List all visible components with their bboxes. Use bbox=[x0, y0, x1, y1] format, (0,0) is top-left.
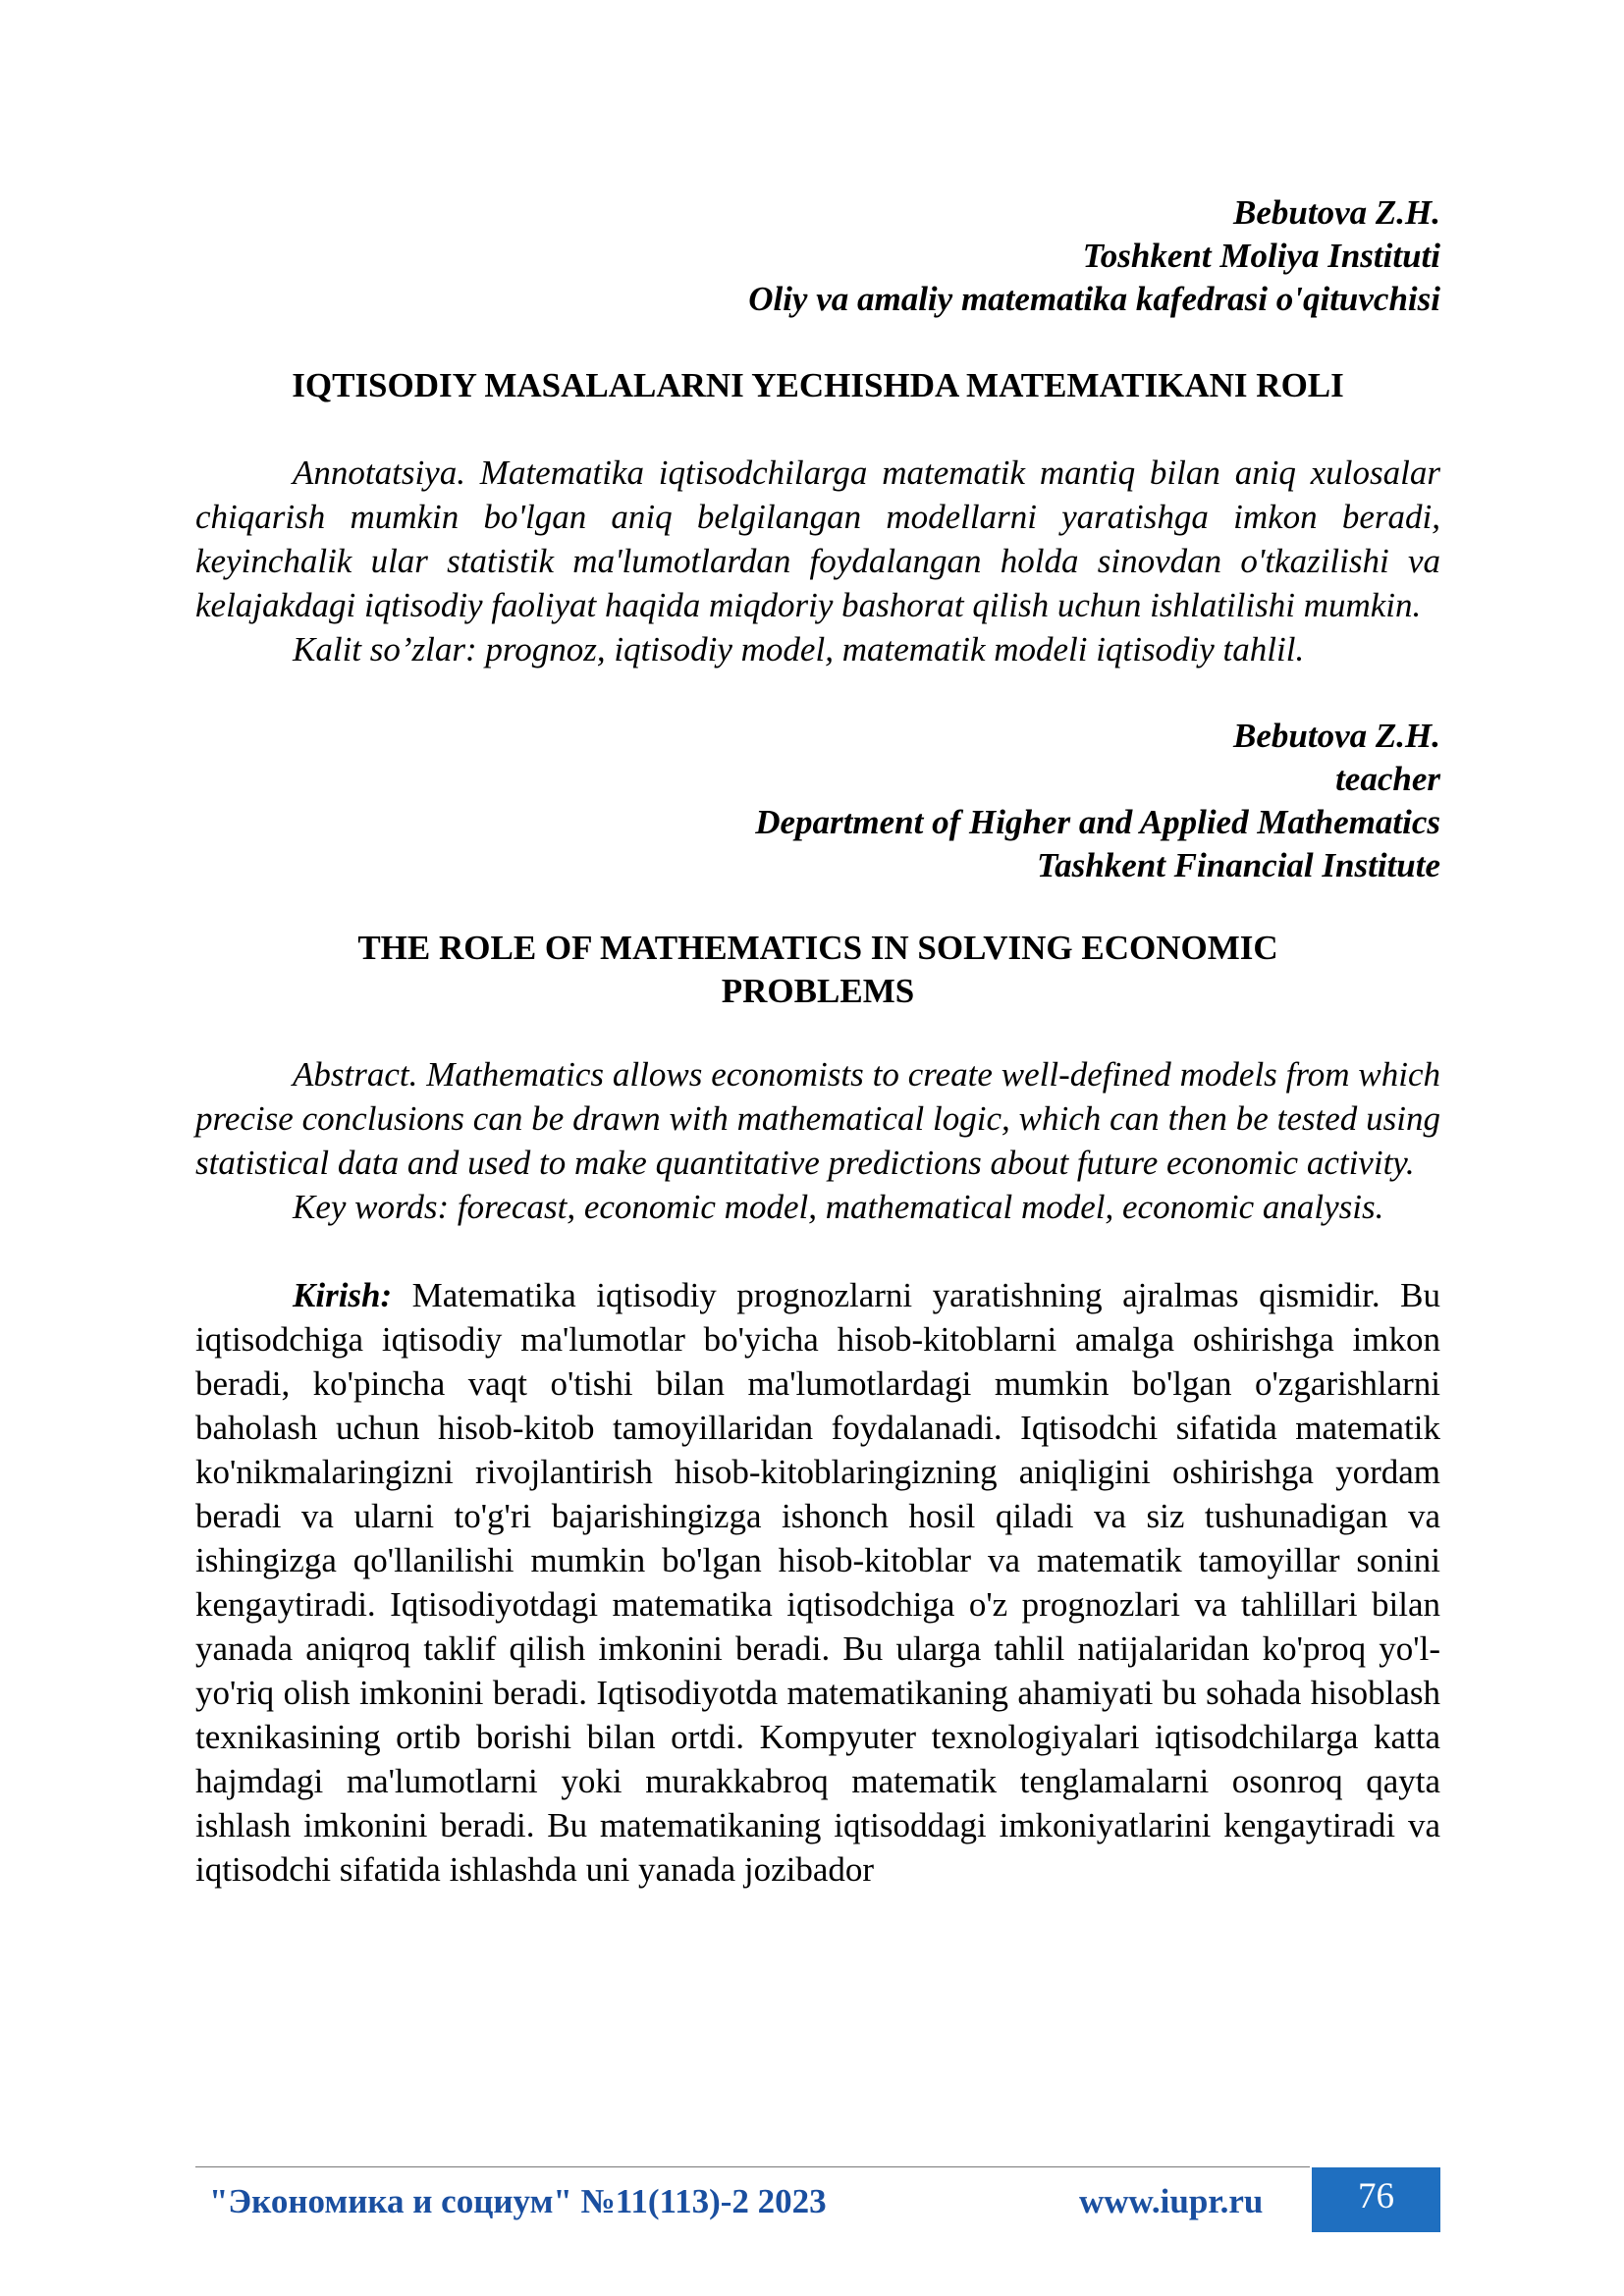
en-keywords: Key words: forecast, economic model, mathematical model, economic analysis. bbox=[293, 1188, 1384, 1226]
en-title-line1: THE ROLE OF MATHEMATICS IN SOLVING ECONOMIC bbox=[357, 929, 1278, 967]
page-footer bbox=[195, 2166, 1440, 2247]
en-position: teacher bbox=[1335, 760, 1440, 798]
en-institute: Tashkent Financial Institute bbox=[1036, 846, 1440, 884]
uz-position: Oliy va amaliy matematika kafedrasi o'qituvchisi bbox=[748, 280, 1440, 318]
uz-abstract: Annotatsiya. Matematika iqtisodchilarga matematik mantiq bilan aniq xulosalar chiqarish mumkin bo'lgan aniq belgilangan modellarni yaratishga imkon beradi, keyinchalik ular statistik ma'lumotlardan foydalangan holda sinovdan o'tkazilishi va kelajakdagi iqtisodiy faoliyat haqida miqdoriy bashorat qilish uchun ishlatilishi mumkin. bbox=[195, 454, 1440, 624]
article-content bbox=[195, 191, 1440, 1892]
intro-text: Matematika iqtisodiy prognozlarni yaratishning ajralmas qismidir. Bu iqtisodchiga iqtisodiy ma'lumotlar bo'yicha hisob-kitoblarni amalga oshirishga imkon beradi, ko'pincha vaqt o'tishi bilan ma'lumotlardagi mumkin bo'lgan o'zgarishlarni baholash uchun hisob-kitob tamoyillaridan foydalanadi. Iqtisodchi sifatida matematik ko'nikmalaringizni rivojlantirish hisob-kitoblaringizning aniqligini oshirishga yordam beradi va ularni to'g'ri bajarishingizga ishonch hosil qiladi va siz tushunadigan va ishingizga qo'llanilishi mumkin bo'lgan hisob-kitoblar va matematik tamoyillar sonini kengaytiradi. Iqtisodiyotdagi matematika iqtisodchiga o'z prognozlari va tahlillari bilan yanada aniqroq taklif qilish imkonini beradi. Bu ularga tahlil natijalaridan ko'proq yo'l-yo'riq olish imkonini beradi. Iqtisodiyotda matematikaning ahamiyati bu sohada hisoblash texnikasining ortib borishi bilan ortdi. Kompyuter texnologiyalari iqtisodchilarga katta hajmdagi ma'lumotlarni yoki murakkabroq matematik tenglamalarni osonroq qayta ishlash imkonini beradi. Bu matematikaning iqtisoddagi imkoniyatlarini kengaytiradi va iqtisodchi sifatida ishlashda uni yanada jozibador bbox=[195, 1276, 1440, 1889]
en-department: Department of Higher and Applied Mathematics bbox=[755, 803, 1440, 841]
intro-paragraph bbox=[195, 1273, 1440, 1892]
uz-author: Bebutova Z.H. bbox=[1233, 193, 1440, 232]
footer-journal: "Экономика и социум" №11(113)-2 2023 bbox=[209, 2182, 827, 2220]
footer-rule bbox=[195, 2166, 1310, 2167]
uz-title: IQTISODIY MASALALARNI YECHISHDA MATEMATIKANI ROLI bbox=[292, 366, 1344, 404]
page-number: 76 bbox=[1312, 2167, 1440, 2232]
en-author: Bebutova Z.H. bbox=[1233, 717, 1440, 755]
uz-keywords: Kalit so’zlar: prognoz, iqtisodiy model, matematik modeli iqtisodiy tahlil. bbox=[293, 630, 1305, 668]
en-title bbox=[195, 927, 1440, 1013]
uz-affiliation bbox=[195, 191, 1440, 321]
footer-url[interactable]: www.iupr.ru bbox=[1079, 2182, 1264, 2220]
intro-label: Kirish: bbox=[293, 1276, 393, 1314]
en-affiliation bbox=[195, 715, 1440, 887]
en-title-line2: PROBLEMS bbox=[721, 972, 915, 1010]
uz-institute: Toshkent Moliya Instituti bbox=[1082, 237, 1440, 275]
en-abstract: Abstract. Mathematics allows economists to create well-defined models from which precise conclusions can be drawn with mathematical logic, which can then be tested using statistical data and used to make quantitative predictions about future economic activity. bbox=[195, 1055, 1440, 1182]
